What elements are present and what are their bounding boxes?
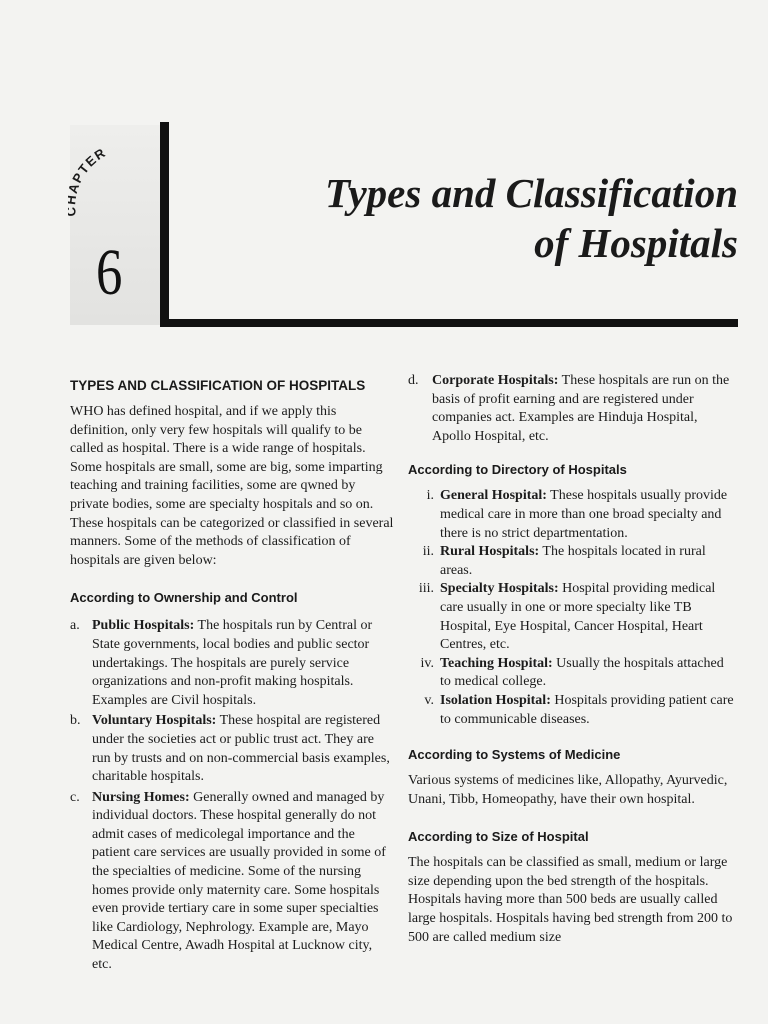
left-column <box>70 372 395 975</box>
list-label: Public Hospitals: <box>92 618 195 634</box>
list-marker: d. <box>408 373 419 388</box>
list-marker: ii. <box>422 544 434 560</box>
vertical-rule <box>160 122 169 327</box>
list-item <box>408 655 738 692</box>
list-label: Isolation Hospital: <box>440 692 551 708</box>
list-item <box>408 487 738 543</box>
chapter-word: PTER <box>69 144 109 186</box>
list-text: These hospital are registered under the societies act or public trust act. They are run by trusts and on non-commercial basis examples, charitable hospitals. <box>92 713 390 785</box>
list-marker: b. <box>70 713 81 729</box>
list-label: Corporate Hospitals: <box>432 373 559 388</box>
list-item <box>70 617 395 710</box>
svg-text:CHAPTER <box>68 145 109 217</box>
list-item <box>408 580 738 654</box>
right-column <box>408 372 738 947</box>
list-text: Hospitals providing patient care to communicable diseases. <box>440 692 734 727</box>
list-text: The hospitals run by Central or State governments, local bodies and public sector undertakings. The hospitals are purely service organizations and non-profit making hospitals. Examples are Civil hospitals. <box>92 618 373 708</box>
title-line-2: of Hospitals <box>534 220 738 266</box>
section-heading-directory: According to Directory of Hospitals <box>408 462 627 478</box>
list-marker: iii. <box>418 581 434 597</box>
page-title <box>325 168 738 268</box>
list-label: Nursing Homes: <box>92 789 190 805</box>
list-marker: i. <box>426 488 434 504</box>
section-heading-systems: According to Systems of Medicine <box>408 747 621 763</box>
list-label: Specialty Hospitals: <box>440 581 559 597</box>
intro-paragraph: WHO has defined hospital, and if we apply this definition, only very few hospitals will qualify to be called as hospital. There is a wide range of hospitals. Some hospitals are small, some are big, some imparting teaching and training facilities, some are qwned by private bodies, some are specialty hospitals and so on. These hospitals can be categorized or classified in several manners. Some of the methods of classification of hospitals are given below: <box>70 404 394 568</box>
list-label: Teaching Hospital: <box>440 655 553 671</box>
section-heading-size: According to Size of Hospital <box>408 829 589 845</box>
systems-paragraph: Various systems of medicines like, Allopathy, Ayurvedic, Unani, Tibb, Homeopathy, have their own hospital. <box>408 773 728 807</box>
list-label: Voluntary Hospitals: <box>92 713 217 729</box>
section-heading-types: TYPES AND CLASSIFICATION OF HOSPITALS <box>70 378 366 393</box>
list-item <box>70 789 395 975</box>
list-label: General Hospital: <box>440 488 547 504</box>
list-item <box>408 372 738 446</box>
list-marker: c. <box>70 789 80 805</box>
list-text: These hospitals usually provide medical care in more than one broad specialty and there is no strict departmentation. <box>440 488 728 541</box>
list-text: Usually the hospitals attached to medical college. <box>440 655 724 690</box>
size-paragraph: The hospitals can be classified as small, medium or large size depending upon the bed strength of the hospitals. Hospitals having more than 500 beds are usually called large hospitals. Hospitals having bed strength from 200 to 500 are called medium size <box>408 855 733 945</box>
chapter-number: 6 <box>96 236 123 309</box>
list-label: Rural Hospitals: <box>440 544 540 560</box>
title-line-1: Types and Classification <box>324 170 738 216</box>
list-marker: iv. <box>420 655 434 671</box>
section-heading-ownership: According to Ownership and Control <box>70 590 298 606</box>
list-text: Generally owned and managed by individual doctors. These hospital generally do not admit cases of medicolegal importance and the patient care services are usually provided in some of the specialties of medicine. Some of the nursing homes provide only maternity care. Some hospitals even provide tertiary care in some super specialties like Cardiology, Nephrology. Example are, Mayo Medical Centre, Awadh Hospital at Lucknow city, etc. <box>92 789 386 973</box>
list-item <box>408 692 738 729</box>
list-item <box>408 543 738 580</box>
horizontal-rule <box>160 319 738 327</box>
list-item <box>70 712 395 786</box>
list-text: These hospitals are run on the basis of profit earning and are registered under companies act. Examples are Hinduja Hospital, Apollo Hospital, etc. <box>432 373 730 444</box>
list-marker: a. <box>70 618 80 634</box>
list-marker: v. <box>424 692 434 708</box>
list-text: The hospitals located in rural areas. <box>440 544 706 578</box>
list-text: Hospital providing medical care usually in one or more specialty like TB Hospital, Eye Hospital, Cancer Hospital, Heart Centres, etc. <box>440 581 716 653</box>
